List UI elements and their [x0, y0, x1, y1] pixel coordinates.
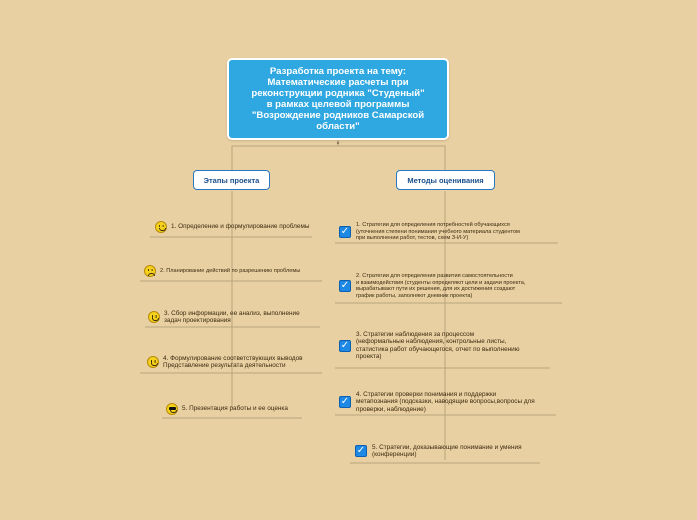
method-item-text: 4. Стратегии проверки понимания и поддержки метапознания (подсказки, наводящие вопросы,вопросы для проверки, наблюдение): [356, 391, 535, 413]
stage-item-text: 5. Презентация работы и ее оценка: [182, 405, 288, 413]
stage-item-text: 4. Формулирование соответствующих выводов Представление результата деятельности: [163, 355, 303, 370]
method-item[interactable]: [339, 331, 520, 361]
smiley-icon: [148, 311, 160, 323]
checkbox-icon: ✓: [356, 445, 366, 457]
sunglasses-smiley-icon: [166, 403, 178, 415]
smiley-icon: [155, 221, 167, 233]
method-item[interactable]: [339, 391, 535, 413]
stage-item[interactable]: [147, 355, 303, 370]
branch-project-stages[interactable]: Этапы проекта: [193, 170, 270, 190]
method-item-text: 1. Стратегии для определения потребностей обучающихся (уточнения степени понимания учебного материала студентом при выполнении работ, тестов, схем З-И-У): [356, 222, 520, 242]
checkbox-icon: ✓: [340, 339, 350, 351]
sad-smiley-icon: [144, 265, 156, 277]
method-item[interactable]: [339, 273, 525, 299]
stage-item[interactable]: [155, 221, 309, 233]
branch-assessment-methods[interactable]: Методы оценивания: [396, 170, 495, 190]
grin-smiley-icon: [147, 356, 159, 368]
method-item-text: 5. Стратегии, доказывающие понимание и умения (конференции): [372, 444, 522, 459]
stage-item[interactable]: [166, 403, 288, 415]
stage-item-text: 1. Определение и формулирование проблемы: [171, 223, 310, 231]
stage-item[interactable]: [144, 265, 300, 277]
method-item[interactable]: [355, 444, 522, 459]
checkbox-icon: ✓: [340, 225, 350, 237]
method-item[interactable]: [339, 222, 520, 242]
method-item-text: 2. Стратегии для определения развития самостоятельности и взаимодействия (студенты определяют цели и задачи проекта, вырабатывают пути их решения, для их достижения создают график работы, заполняют дневник проекта): [356, 273, 526, 299]
method-item-text: 3. Стратегии наблюдения за процессом (неформальные наблюдения, контрольные листы, статистика работ обучающегося, отчет по выполнению проекта): [356, 331, 520, 361]
checkbox-icon: ✓: [340, 396, 350, 408]
checkbox-icon: ✓: [340, 280, 350, 292]
stage-item-text: 2. Планирование действий по разрешению проблемы: [160, 267, 301, 274]
root-topic[interactable]: Разработка проекта на тему: Математические расчеты при реконструкции родника "Студеный" в рамках целевой программы "Возрождение родников Самарской области": [227, 58, 449, 140]
stage-item[interactable]: [148, 310, 300, 325]
stage-item-text: 3. Сбор информации, ее анализ, выполнение задач проектирования: [164, 310, 300, 325]
